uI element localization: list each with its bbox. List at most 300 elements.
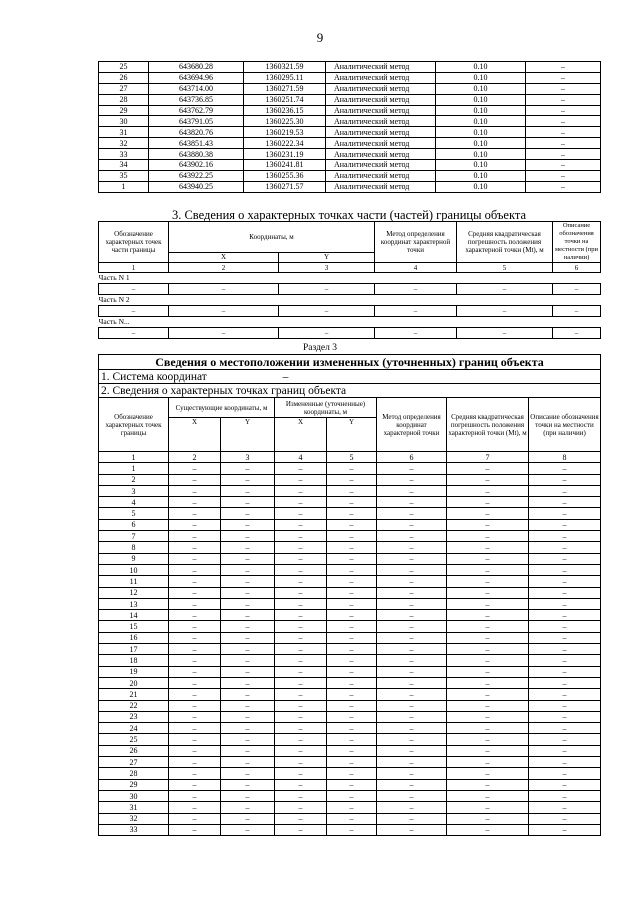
- table-cell: –: [169, 621, 221, 632]
- point-number: 31: [99, 802, 169, 813]
- table-cell: –: [447, 610, 529, 621]
- table-cell: –: [221, 576, 275, 587]
- table-cell: –: [275, 531, 327, 542]
- table-cell: 643694.96: [149, 72, 244, 83]
- column-number: 1: [99, 452, 169, 463]
- point-number: 1: [99, 463, 169, 474]
- table-cell: 643851.43: [149, 138, 244, 149]
- table-cell: –: [529, 564, 601, 575]
- table-cell: –: [529, 689, 601, 700]
- table-cell: –: [327, 463, 377, 474]
- table-row: [99, 779, 601, 790]
- table-cell: –: [377, 531, 447, 542]
- table-cell: –: [377, 497, 447, 508]
- table-cell: –: [447, 463, 529, 474]
- table-cell: –: [169, 610, 221, 621]
- table-cell: –: [169, 284, 279, 295]
- table-cell: –: [275, 790, 327, 801]
- table-cell: 1360255.36: [244, 170, 326, 181]
- table-cell: 1360241.81: [244, 160, 326, 171]
- table-cell: –: [221, 485, 275, 496]
- header-designation: Обозначение характерных точек границы: [99, 398, 169, 452]
- table-cell: Аналитический метод: [326, 83, 436, 94]
- coord-system-value: –: [282, 370, 289, 383]
- table-cell: –: [169, 519, 221, 530]
- table-cell: –: [169, 553, 221, 564]
- table-cell: –: [275, 711, 327, 722]
- table-cell: –: [377, 666, 447, 677]
- table-cell: –: [447, 757, 529, 768]
- table-row: [99, 711, 601, 722]
- table-cell: –: [377, 745, 447, 756]
- table-cell: –: [529, 485, 601, 496]
- table-cell: –: [169, 587, 221, 598]
- table-row: [99, 181, 601, 192]
- table-cell: –: [327, 621, 377, 632]
- point-number: 29: [99, 779, 169, 790]
- point-number: 30: [99, 790, 169, 801]
- header-method: Метод определения координат характерной точки: [375, 222, 457, 263]
- table-cell: 25: [99, 62, 149, 73]
- table-cell: –: [221, 666, 275, 677]
- table-cell: 643680.28: [149, 62, 244, 73]
- table-cell: –: [275, 508, 327, 519]
- table-cell: –: [529, 700, 601, 711]
- table-cell: 1: [99, 181, 149, 192]
- table-cell: –: [327, 564, 377, 575]
- table-cell: 0.10: [436, 62, 526, 73]
- table-cell: –: [529, 768, 601, 779]
- point-number: 18: [99, 655, 169, 666]
- table-cell: Аналитический метод: [326, 116, 436, 127]
- header-existing: Существующие координаты, м: [169, 398, 275, 418]
- table-cell: –: [169, 576, 221, 587]
- table-cell: Аналитический метод: [326, 138, 436, 149]
- table-cell: 27: [99, 83, 149, 94]
- table-cell: –: [526, 149, 601, 160]
- table-cell: –: [529, 474, 601, 485]
- point-number: 19: [99, 666, 169, 677]
- table-cell: 28: [99, 94, 149, 105]
- table-cell: Аналитический метод: [326, 127, 436, 138]
- table-row: [99, 802, 601, 813]
- table-cell: –: [221, 734, 275, 745]
- table-cell: –: [275, 474, 327, 485]
- table-cell: –: [275, 542, 327, 553]
- table-cell: 1360295.11: [244, 72, 326, 83]
- table-row: [99, 531, 601, 542]
- table-cell: –: [447, 553, 529, 564]
- point-number: 24: [99, 723, 169, 734]
- table-cell: –: [327, 576, 377, 587]
- table-cell: 643791.05: [149, 116, 244, 127]
- table-row: [99, 306, 601, 317]
- column-number: 1: [99, 263, 169, 273]
- table-cell: –: [169, 485, 221, 496]
- table-row: [99, 138, 601, 149]
- table-cell: –: [327, 824, 377, 835]
- table-cell: –: [275, 745, 327, 756]
- table-row: [99, 824, 601, 835]
- table-cell: –: [169, 598, 221, 609]
- table-cell: –: [221, 757, 275, 768]
- table-cell: –: [529, 813, 601, 824]
- table-cell: –: [375, 306, 457, 317]
- table-cell: –: [526, 94, 601, 105]
- header-error: Средняя квадратическая погрешность положения характерной точки (Mt), м: [457, 222, 553, 263]
- table-cell: –: [275, 655, 327, 666]
- table-cell: 1360271.57: [244, 181, 326, 192]
- table-row: [99, 700, 601, 711]
- point-number: 28: [99, 768, 169, 779]
- table-cell: –: [377, 598, 447, 609]
- point-number: 16: [99, 632, 169, 643]
- header-coordinates: Координаты, м: [169, 222, 375, 253]
- table-cell: –: [447, 497, 529, 508]
- table-cell: –: [377, 610, 447, 621]
- table-cell: Аналитический метод: [326, 160, 436, 171]
- point-number: 6: [99, 519, 169, 530]
- table-cell: –: [529, 723, 601, 734]
- table-cell: –: [275, 632, 327, 643]
- table-row: [99, 508, 601, 519]
- column-number: 6: [553, 263, 601, 273]
- table-cell: –: [377, 734, 447, 745]
- table-cell: –: [275, 779, 327, 790]
- table-cell: 35: [99, 170, 149, 181]
- table-cell: –: [377, 677, 447, 688]
- table-cell: –: [526, 72, 601, 83]
- table-row: [99, 160, 601, 171]
- table-cell: –: [526, 170, 601, 181]
- table-row: [99, 94, 601, 105]
- table-cell: –: [529, 542, 601, 553]
- table-cell: –: [275, 485, 327, 496]
- table-cell: 643940.25: [149, 181, 244, 192]
- table-cell: –: [279, 306, 375, 317]
- table-cell: –: [275, 734, 327, 745]
- table-cell: –: [377, 790, 447, 801]
- table-cell: Аналитический метод: [326, 181, 436, 192]
- table-cell: –: [529, 734, 601, 745]
- table-cell: Аналитический метод: [326, 94, 436, 105]
- table-row: [99, 677, 601, 688]
- table-cell: –: [169, 328, 279, 339]
- table-cell: –: [169, 700, 221, 711]
- table-cell: –: [447, 542, 529, 553]
- table-cell: –: [327, 768, 377, 779]
- table-cell: –: [327, 587, 377, 598]
- table-cell: –: [377, 768, 447, 779]
- table-cell: –: [327, 757, 377, 768]
- table-cell: –: [327, 677, 377, 688]
- table-cell: –: [169, 463, 221, 474]
- table-cell: –: [221, 587, 275, 598]
- point-number: 23: [99, 711, 169, 722]
- part-label: Часть N 1: [99, 273, 601, 284]
- table-cell: –: [169, 655, 221, 666]
- point-number: 12: [99, 587, 169, 598]
- header-error: Средняя квадратическая погрешность положения характерной точки (Mt), м: [447, 398, 529, 452]
- table-cell: –: [526, 105, 601, 116]
- point-number: 5: [99, 508, 169, 519]
- table-cell: Аналитический метод: [326, 105, 436, 116]
- table-cell: –: [169, 632, 221, 643]
- table-cell: –: [377, 485, 447, 496]
- table-cell: –: [327, 700, 377, 711]
- table-cell: –: [169, 474, 221, 485]
- table-cell: –: [275, 677, 327, 688]
- table-cell: –: [221, 813, 275, 824]
- table-cell: –: [275, 497, 327, 508]
- table-cell: –: [327, 644, 377, 655]
- table-cell: –: [327, 508, 377, 519]
- column-number: 3: [279, 263, 375, 273]
- table-cell: –: [327, 655, 377, 666]
- table-cell: –: [526, 127, 601, 138]
- table-cell: –: [529, 677, 601, 688]
- table-cell: 34: [99, 160, 149, 171]
- table-row: [99, 757, 601, 768]
- table-cell: –: [447, 485, 529, 496]
- point-number: 20: [99, 677, 169, 688]
- table-row: [99, 610, 601, 621]
- table-cell: –: [221, 508, 275, 519]
- table-row: [99, 790, 601, 801]
- table-cell: Аналитический метод: [326, 149, 436, 160]
- razdel-label: Раздел 3: [303, 343, 337, 353]
- table-cell: 26: [99, 72, 149, 83]
- table-cell: –: [169, 497, 221, 508]
- table-cell: –: [526, 83, 601, 94]
- column-number: 2: [169, 263, 279, 273]
- table-cell: –: [377, 700, 447, 711]
- page-number: 9: [316, 30, 324, 45]
- table-cell: –: [377, 689, 447, 700]
- table-cell: –: [221, 519, 275, 530]
- table-cell: –: [275, 644, 327, 655]
- table-cell: –: [169, 802, 221, 813]
- table-cell: –: [375, 328, 457, 339]
- table-cell: –: [275, 689, 327, 700]
- table-row: [99, 745, 601, 756]
- point-number: 15: [99, 621, 169, 632]
- header-description: Описание обозначения точки на местности (при наличии): [553, 222, 601, 263]
- table-cell: –: [275, 576, 327, 587]
- table-row: [99, 621, 601, 632]
- point-number: 8: [99, 542, 169, 553]
- table-cell: –: [377, 644, 447, 655]
- table-cell: –: [327, 723, 377, 734]
- table-row: [99, 564, 601, 575]
- table-cell: –: [169, 677, 221, 688]
- coord-system-row: [99, 370, 601, 384]
- table-cell: –: [377, 824, 447, 835]
- table-cell: –: [279, 328, 375, 339]
- razdel-title: Сведения о местоположении измененных (уточненных) границ объекта: [99, 355, 601, 370]
- table-row: [99, 519, 601, 530]
- header-designation: Обозначение характерных точек части границы: [99, 222, 169, 263]
- table-cell: –: [529, 497, 601, 508]
- table-cell: –: [447, 576, 529, 587]
- table-cell: –: [529, 610, 601, 621]
- table-cell: 1360222.34: [244, 138, 326, 149]
- table-cell: –: [327, 689, 377, 700]
- table-cell: –: [275, 598, 327, 609]
- table-cell: –: [221, 621, 275, 632]
- table-row: [99, 474, 601, 485]
- table-row: [99, 284, 601, 295]
- table-cell: –: [275, 723, 327, 734]
- table-cell: –: [529, 553, 601, 564]
- header-existing-y: Y: [221, 418, 275, 452]
- column-number: 5: [327, 452, 377, 463]
- table-cell: –: [327, 813, 377, 824]
- table-cell: –: [327, 553, 377, 564]
- table-cell: –: [447, 734, 529, 745]
- table-cell: –: [279, 284, 375, 295]
- table-cell: –: [221, 768, 275, 779]
- points-title: 2. Сведения о характерных точках границ объекта: [99, 384, 601, 398]
- table-cell: –: [529, 666, 601, 677]
- table-cell: –: [221, 463, 275, 474]
- table-row: [99, 655, 601, 666]
- table-cell: –: [457, 328, 553, 339]
- header-y: Y: [279, 252, 375, 262]
- table-cell: –: [529, 531, 601, 542]
- column-number: 4: [375, 263, 457, 273]
- table-cell: –: [221, 677, 275, 688]
- table-cell: 31: [99, 127, 149, 138]
- table-cell: –: [447, 824, 529, 835]
- table-cell: –: [529, 519, 601, 530]
- column-number: 8: [529, 452, 601, 463]
- point-number: 4: [99, 497, 169, 508]
- table-cell: –: [529, 779, 601, 790]
- table-cell: –: [221, 689, 275, 700]
- table-cell: –: [221, 564, 275, 575]
- table-cell: –: [529, 824, 601, 835]
- table-cell: –: [377, 802, 447, 813]
- table-cell: –: [377, 813, 447, 824]
- table-row: [99, 553, 601, 564]
- table-cell: –: [447, 598, 529, 609]
- table-cell: –: [275, 519, 327, 530]
- table-cell: –: [327, 790, 377, 801]
- table-cell: –: [327, 734, 377, 745]
- table-cell: –: [447, 621, 529, 632]
- part-label-row: [99, 295, 601, 306]
- table-cell: –: [447, 632, 529, 643]
- table-row: [99, 644, 601, 655]
- table-cell: –: [526, 62, 601, 73]
- table-cell: –: [377, 576, 447, 587]
- table-cell: 0.10: [436, 170, 526, 181]
- section3-title: 3. Сведения о характерных точках части (частей) границы объекта: [171, 208, 527, 222]
- table-row: [99, 723, 601, 734]
- part-label: Часть N...: [99, 317, 601, 328]
- table-cell: –: [553, 306, 601, 317]
- part-points-table: [98, 221, 601, 339]
- table-cell: –: [169, 734, 221, 745]
- point-number: 11: [99, 576, 169, 587]
- column-number: 4: [275, 452, 327, 463]
- table-cell: –: [99, 284, 169, 295]
- changed-boundaries-table: [98, 354, 601, 836]
- table-cell: –: [377, 474, 447, 485]
- table-cell: –: [447, 779, 529, 790]
- table-cell: –: [447, 655, 529, 666]
- table-cell: Аналитический метод: [326, 62, 436, 73]
- table-cell: –: [553, 284, 601, 295]
- table-cell: –: [99, 328, 169, 339]
- table-cell: –: [447, 689, 529, 700]
- point-number: 21: [99, 689, 169, 700]
- table-cell: –: [221, 531, 275, 542]
- table-cell: 643736.85: [149, 94, 244, 105]
- table-cell: 643880.38: [149, 149, 244, 160]
- point-number: 7: [99, 531, 169, 542]
- table-cell: –: [377, 757, 447, 768]
- header-x: X: [169, 252, 279, 262]
- header-existing-x: X: [169, 418, 221, 452]
- point-number: 25: [99, 734, 169, 745]
- table-cell: –: [169, 711, 221, 722]
- table-cell: 1360219.53: [244, 127, 326, 138]
- table-cell: –: [447, 745, 529, 756]
- table-cell: –: [169, 666, 221, 677]
- table-cell: –: [377, 621, 447, 632]
- point-number: 10: [99, 564, 169, 575]
- header-changed-y: Y: [327, 418, 377, 452]
- table-cell: –: [327, 531, 377, 542]
- table-cell: –: [377, 508, 447, 519]
- table-cell: –: [221, 474, 275, 485]
- table-cell: –: [375, 284, 457, 295]
- column-number: 6: [377, 452, 447, 463]
- table-cell: –: [221, 711, 275, 722]
- table-cell: –: [327, 711, 377, 722]
- table-cell: –: [275, 813, 327, 824]
- table-cell: –: [275, 824, 327, 835]
- table-cell: –: [327, 745, 377, 756]
- table-cell: 0.10: [436, 94, 526, 105]
- table-cell: –: [169, 790, 221, 801]
- table-cell: 0.10: [436, 116, 526, 127]
- table-cell: –: [221, 632, 275, 643]
- table-row: [99, 83, 601, 94]
- point-number: 22: [99, 700, 169, 711]
- point-number: 26: [99, 745, 169, 756]
- table-cell: –: [526, 181, 601, 192]
- table-cell: 1360271.59: [244, 83, 326, 94]
- points-table: [98, 61, 601, 193]
- table-cell: –: [221, 610, 275, 621]
- coord-system-label: 1. Система координат: [101, 370, 207, 383]
- table-cell: –: [377, 632, 447, 643]
- table-row: [99, 463, 601, 474]
- table-cell: –: [169, 824, 221, 835]
- table-cell: 0.10: [436, 181, 526, 192]
- point-number: 13: [99, 598, 169, 609]
- table-row: [99, 497, 601, 508]
- table-cell: –: [529, 802, 601, 813]
- column-number: 5: [457, 263, 553, 273]
- table-row: [99, 328, 601, 339]
- column-number: 2: [169, 452, 221, 463]
- table-cell: 0.10: [436, 138, 526, 149]
- table-cell: –: [327, 485, 377, 496]
